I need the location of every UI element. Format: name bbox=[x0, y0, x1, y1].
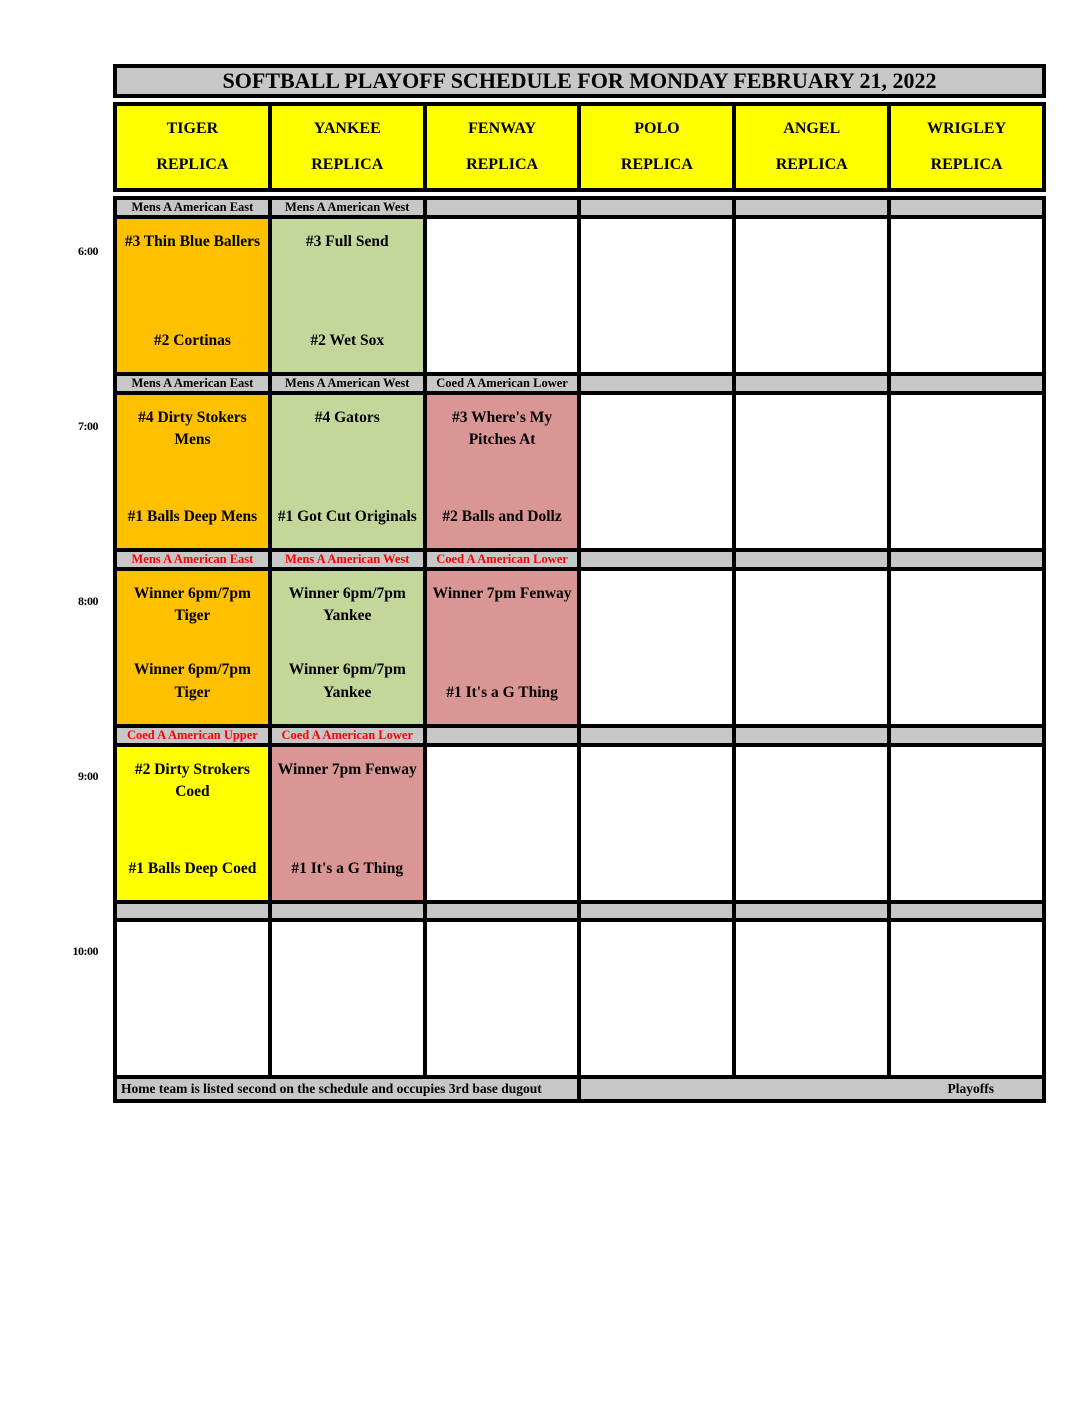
division-cell-empty bbox=[425, 726, 580, 745]
field-header-fenway bbox=[425, 104, 580, 190]
page-title: SOFTBALL PLAYOFF SCHEDULE FOR MONDAY FEBRUARY 21, 2022 bbox=[115, 66, 1044, 96]
spacer-row bbox=[115, 96, 1044, 104]
division-cell-empty bbox=[579, 374, 734, 393]
field-replica: REPLICA bbox=[156, 156, 229, 173]
game-cell-empty bbox=[425, 217, 580, 374]
footer-playoffs-label: Playoffs bbox=[579, 1077, 1044, 1101]
game-cell-empty bbox=[579, 569, 734, 726]
game-cell-empty bbox=[425, 745, 580, 902]
home-team: #1 It's a G Thing bbox=[446, 683, 558, 701]
game-matchup bbox=[272, 219, 423, 372]
game-matchup bbox=[427, 571, 578, 724]
division-cell-empty bbox=[270, 902, 425, 920]
away-team: Winner 6pm/7pm Yankee bbox=[288, 585, 406, 625]
spacer-row bbox=[115, 190, 1044, 198]
footer-note: Home team is listed second on the schedule and occupies 3rd base dugout bbox=[115, 1077, 579, 1101]
time-gutter bbox=[0, 0, 104, 1200]
division-cell-empty bbox=[579, 902, 734, 920]
division-cell-empty bbox=[734, 198, 889, 217]
game-cell-empty bbox=[734, 393, 889, 550]
game-cell-empty bbox=[889, 745, 1044, 902]
game-matchup bbox=[117, 219, 268, 372]
field-replica: REPLICA bbox=[466, 156, 539, 173]
home-team: Winner 6pm/7pm Yankee bbox=[288, 661, 406, 701]
game-cell bbox=[115, 393, 270, 550]
away-team: #4 Gators bbox=[314, 409, 380, 426]
division-label: Coed A American Lower bbox=[270, 726, 425, 745]
division-cell-empty bbox=[579, 726, 734, 745]
time-label: 10:00 bbox=[72, 944, 98, 958]
away-team: #4 Dirty Stokers Mens bbox=[138, 409, 247, 449]
away-team: #3 Full Send bbox=[305, 233, 389, 250]
home-team: #1 It's a G Thing bbox=[291, 859, 404, 877]
division-label: Mens A American East bbox=[115, 198, 270, 217]
footer-row bbox=[115, 1077, 1044, 1101]
division-cell-empty bbox=[579, 198, 734, 217]
field-header-angel bbox=[734, 104, 889, 190]
home-team: #1 Balls Deep Mens bbox=[127, 507, 258, 525]
division-row bbox=[115, 374, 1044, 393]
game-cell bbox=[425, 569, 580, 726]
game-cell bbox=[115, 745, 270, 902]
game-row bbox=[115, 217, 1044, 374]
game-cell-empty bbox=[889, 217, 1044, 374]
field-replica: REPLICA bbox=[930, 156, 1003, 173]
away-team: #2 Dirty Strokers Coed bbox=[134, 761, 250, 801]
away-team: Winner 7pm Fenway bbox=[432, 585, 572, 602]
field-name: ANGEL bbox=[783, 120, 841, 137]
field-header-polo bbox=[579, 104, 734, 190]
game-cell-empty bbox=[579, 393, 734, 550]
division-label: Mens A American West bbox=[270, 198, 425, 217]
game-row bbox=[115, 393, 1044, 550]
game-cell-empty bbox=[889, 393, 1044, 550]
game-cell-empty bbox=[889, 920, 1044, 1077]
game-matchup bbox=[117, 747, 268, 900]
game-cell-empty bbox=[734, 920, 889, 1077]
field-replica: REPLICA bbox=[775, 156, 848, 173]
game-cell bbox=[270, 745, 425, 902]
game-cell-empty bbox=[579, 745, 734, 902]
schedule-table bbox=[113, 64, 1046, 1103]
away-team: #3 Thin Blue Ballers bbox=[124, 233, 261, 250]
field-header-row bbox=[115, 104, 1044, 190]
division-label: Coed A American Lower bbox=[425, 550, 580, 569]
game-cell-empty bbox=[270, 920, 425, 1077]
division-row bbox=[115, 198, 1044, 217]
game-cell bbox=[115, 569, 270, 726]
field-name: YANKEE bbox=[313, 120, 381, 137]
field-replica: REPLICA bbox=[620, 156, 693, 173]
division-cell-empty bbox=[734, 374, 889, 393]
field-name: WRIGLEY bbox=[927, 120, 1007, 137]
division-cell-empty bbox=[889, 550, 1044, 569]
division-row bbox=[115, 726, 1044, 745]
away-team: Winner 7pm Fenway bbox=[277, 761, 417, 778]
game-matchup bbox=[427, 395, 578, 548]
field-name: TIGER bbox=[166, 120, 219, 137]
home-team: #2 Balls and Dollz bbox=[442, 507, 562, 525]
home-team: #2 Cortinas bbox=[153, 331, 231, 349]
division-label: Coed A American Lower bbox=[425, 374, 580, 393]
division-cell-empty bbox=[889, 726, 1044, 745]
home-team: #1 Balls Deep Coed bbox=[128, 859, 257, 877]
game-row bbox=[115, 745, 1044, 902]
field-name: FENWAY bbox=[468, 120, 536, 137]
division-cell-empty bbox=[889, 198, 1044, 217]
division-label: Mens A American East bbox=[115, 550, 270, 569]
time-label: 8:00 bbox=[78, 594, 98, 608]
game-cell bbox=[270, 569, 425, 726]
game-cell bbox=[270, 393, 425, 550]
game-matchup bbox=[272, 395, 423, 548]
division-label: Mens A American East bbox=[115, 374, 270, 393]
game-cell bbox=[425, 393, 580, 550]
away-team: #3 Where's My Pitches At bbox=[451, 409, 553, 449]
time-label: 7:00 bbox=[78, 419, 98, 433]
division-row bbox=[115, 902, 1044, 920]
game-cell bbox=[270, 217, 425, 374]
division-cell-empty bbox=[425, 902, 580, 920]
game-cell-empty bbox=[579, 217, 734, 374]
division-row bbox=[115, 550, 1044, 569]
field-header-wrigley bbox=[889, 104, 1044, 190]
home-team: #2 Wet Sox bbox=[310, 331, 385, 349]
game-cell-empty bbox=[115, 920, 270, 1077]
game-matchup bbox=[117, 571, 268, 724]
division-cell-empty bbox=[115, 902, 270, 920]
game-cell-empty bbox=[425, 920, 580, 1077]
home-team: Winner 6pm/7pm Tiger bbox=[133, 661, 251, 701]
time-label: 9:00 bbox=[78, 769, 98, 783]
game-matchup bbox=[272, 571, 423, 724]
game-matchup bbox=[117, 395, 268, 548]
home-team: #1 Got Cut Originals bbox=[277, 507, 417, 525]
division-cell-empty bbox=[889, 902, 1044, 920]
away-team: Winner 6pm/7pm Tiger bbox=[133, 585, 251, 625]
game-row bbox=[115, 569, 1044, 726]
game-cell-empty bbox=[579, 920, 734, 1077]
time-label: 6:00 bbox=[78, 244, 98, 258]
field-replica: REPLICA bbox=[311, 156, 384, 173]
division-label: Coed A American Upper bbox=[115, 726, 270, 745]
title-row bbox=[115, 66, 1044, 96]
game-cell-empty bbox=[734, 745, 889, 902]
division-cell-empty bbox=[734, 902, 889, 920]
game-matchup bbox=[272, 747, 423, 900]
game-cell-empty bbox=[734, 569, 889, 726]
division-cell-empty bbox=[734, 550, 889, 569]
field-header-tiger bbox=[115, 104, 270, 190]
game-cell-empty bbox=[889, 569, 1044, 726]
division-label: Mens A American West bbox=[270, 374, 425, 393]
division-cell-empty bbox=[579, 550, 734, 569]
division-label: Mens A American West bbox=[270, 550, 425, 569]
field-header-yankee bbox=[270, 104, 425, 190]
division-cell-empty bbox=[425, 198, 580, 217]
division-cell-empty bbox=[889, 374, 1044, 393]
game-cell-empty bbox=[734, 217, 889, 374]
division-cell-empty bbox=[734, 726, 889, 745]
game-row bbox=[115, 920, 1044, 1077]
game-cell bbox=[115, 217, 270, 374]
field-name: POLO bbox=[634, 120, 680, 137]
